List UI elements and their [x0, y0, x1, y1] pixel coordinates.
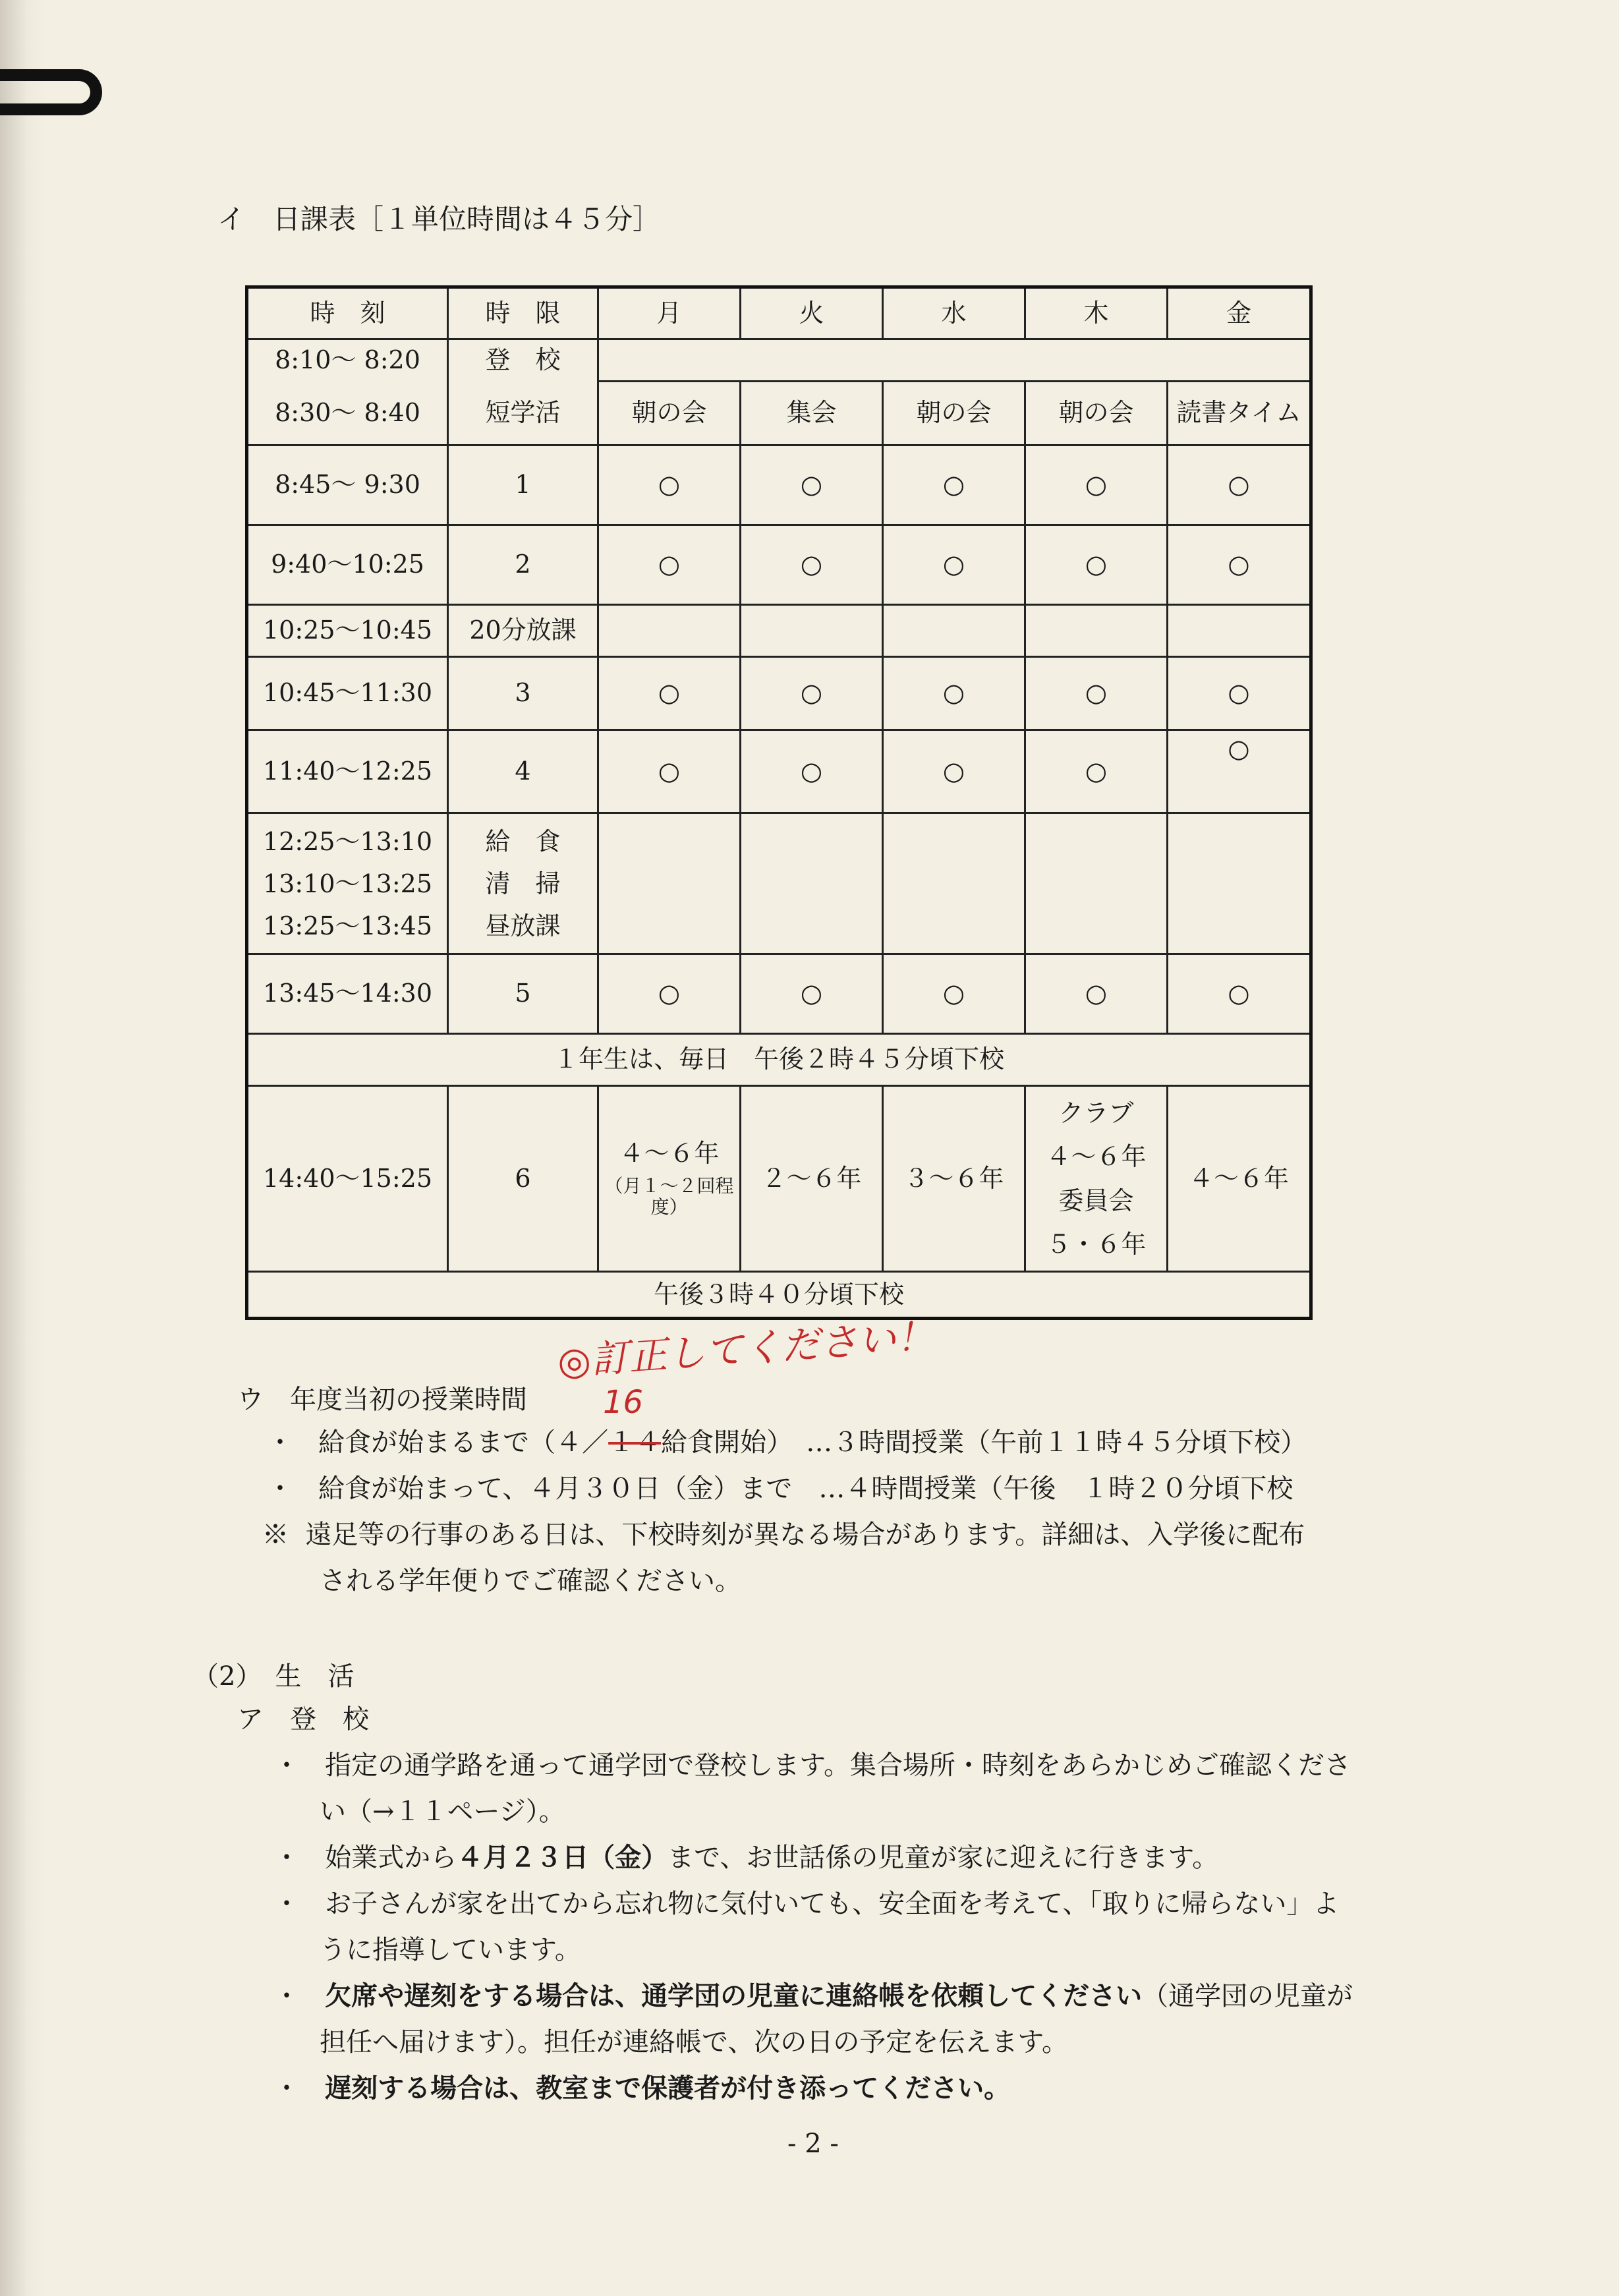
- blank-cell: [598, 605, 741, 657]
- blank-cell: [883, 605, 1025, 657]
- page-number: - 2 -: [787, 2129, 839, 2159]
- list-item: ・ 指定の通学路を通って通学団で登校します。集合場所・時刻をあらかじめご確認くださ: [273, 1750, 1351, 1781]
- club-grades: ４〜６年: [1046, 1142, 1147, 1172]
- blank-cell: [1025, 605, 1168, 657]
- class-mark: ○: [741, 445, 883, 525]
- mon-frequency-note: （月１〜２回程度）: [604, 1175, 734, 1219]
- list-item: ・ 始業式から４月２３日（金）まで、お世話係の児童が家に迎えに行きます。: [273, 1843, 1219, 1873]
- class-mark: ○: [1025, 525, 1168, 605]
- thu-cell: [1025, 1085, 1168, 1272]
- period-cell: 昼放課: [485, 911, 561, 940]
- class-mark: ○: [1168, 954, 1311, 1034]
- time-cell: 13:10〜13:25: [262, 869, 433, 898]
- wed-cell: ３〜６年: [883, 1085, 1025, 1272]
- table-row: [247, 954, 1311, 1034]
- table-row-lunch-cleaning: [247, 813, 1311, 954]
- item-text: （通学団の児童が: [1142, 1981, 1353, 2011]
- item-text-bold: 欠席や遅刻をする場合は、通学団の児童に連絡帳を依頼してください: [325, 1981, 1143, 2011]
- class-mark: ○: [1168, 525, 1311, 605]
- table-row: [247, 382, 1311, 445]
- mon-cell: 朝の会: [598, 382, 741, 445]
- list-item: [267, 1468, 1293, 1505]
- class-mark: ○: [883, 525, 1025, 605]
- note-text: される学年便りでご確認ください。: [320, 1566, 741, 1596]
- time-cell: 8:10〜 8:20: [247, 339, 448, 382]
- class-mark: ○: [883, 445, 1025, 525]
- bullet: ・: [267, 1474, 293, 1504]
- handwritten-correction: ◎訂正してください！: [555, 1313, 936, 1385]
- bullet: ・: [267, 1427, 293, 1458]
- item-text: 給食が始まるまで（４／: [318, 1427, 609, 1458]
- item-text-bold: 遅刻する場合は、教室まで保護者が付き添ってください。: [325, 2073, 1011, 2104]
- note-mark: ※: [262, 1520, 289, 1550]
- committee-label: 委員会: [1058, 1186, 1134, 1215]
- highlight-date: ４月２３日（金）: [457, 1843, 668, 1873]
- class-mark: ○: [741, 525, 883, 605]
- table-row-period6: [247, 1085, 1311, 1272]
- thu-cell: 朝の会: [1025, 382, 1168, 445]
- period-cell: 3: [448, 656, 598, 730]
- mon-cell: [598, 1085, 741, 1272]
- club-label: クラブ: [1058, 1098, 1134, 1128]
- class-mark: ○: [741, 730, 883, 813]
- item-text: 始業式から: [325, 1843, 457, 1873]
- period-cell: 清 掃: [485, 869, 561, 898]
- paper-edge: [0, 0, 46, 2296]
- period-cell: 給 食: [485, 826, 561, 856]
- item-text: 担任へ届けます）。担任が連絡帳で、次の日の予定を伝えます。: [320, 2027, 1068, 2057]
- committee-grades: ５・６年: [1046, 1230, 1147, 1259]
- blank-cell: [883, 813, 1025, 954]
- class-mark: ○: [883, 954, 1025, 1034]
- class-mark: ○: [1025, 730, 1168, 813]
- note: [262, 1514, 1305, 1551]
- item-text: まで、お世話係の児童が家に迎えに行きます。: [667, 1843, 1219, 1873]
- header-period: 時 限: [448, 287, 598, 339]
- list-item: [267, 1421, 1307, 1459]
- item-text: 指定の通学路を通って通学団で登校します。集合場所・時刻をあらかじめご確認くださ: [325, 1750, 1351, 1781]
- fri-cell: 読書タイム: [1168, 382, 1311, 445]
- class-mark: ○: [598, 730, 741, 813]
- class-mark: ○: [883, 730, 1025, 813]
- dismissal-note: 午後３時４０分頃下校: [247, 1272, 1311, 1319]
- fri-cell: ４〜６年: [1168, 1085, 1311, 1272]
- class-mark: ○: [598, 954, 741, 1034]
- class-mark: ○: [1168, 656, 1311, 730]
- period-cell: 6: [448, 1085, 598, 1272]
- header-fri: 金: [1168, 287, 1311, 339]
- class-mark: ○: [1025, 954, 1168, 1034]
- table-row: [247, 339, 1311, 382]
- table-row: [247, 730, 1311, 813]
- class-mark: ○: [741, 656, 883, 730]
- struck-date: １４: [608, 1427, 662, 1458]
- class-mark: ○: [1168, 730, 1311, 813]
- table-header-row: [247, 287, 1311, 339]
- class-mark: ○: [1168, 445, 1311, 525]
- blank-cell: [741, 813, 883, 954]
- table-row: [247, 605, 1311, 657]
- first-grade-note: １年生は、毎日 午後２時４５分頃下校: [247, 1034, 1311, 1086]
- tue-cell: 集会: [741, 382, 883, 445]
- period-cell: 20分放課: [448, 605, 598, 657]
- blank-cell: [598, 813, 741, 954]
- item-text: うに指導しています。: [320, 1935, 581, 1965]
- time-stack: [247, 813, 448, 954]
- time-cell: 11:40〜12:25: [247, 730, 448, 813]
- time-cell: 10:45〜11:30: [247, 656, 448, 730]
- period-cell: 4: [448, 730, 598, 813]
- list-item: ・ 遅刻する場合は、教室まで保護者が付き添ってください。: [273, 2073, 1011, 2104]
- section-a-title: ア 登 校: [237, 1704, 369, 1735]
- class-mark: ○: [1025, 656, 1168, 730]
- class-mark: ○: [598, 525, 741, 605]
- class-mark: ○: [598, 656, 741, 730]
- section-i-title: イ 日課表［１単位時間は４５分］: [217, 203, 661, 235]
- header-tue: 火: [741, 287, 883, 339]
- wed-cell: 朝の会: [883, 382, 1025, 445]
- time-cell: 9:40〜10:25: [247, 525, 448, 605]
- time-cell: 10:25〜10:45: [247, 605, 448, 657]
- header-wed: 水: [883, 287, 1025, 339]
- time-cell: 8:45〜 9:30: [247, 445, 448, 525]
- note-text: 遠足等の行事のある日は、下校時刻が異なる場合があります。詳細は、入学後に配布: [305, 1520, 1305, 1550]
- table-row: [247, 1272, 1311, 1319]
- mon-grades: ４〜６年: [619, 1138, 720, 1168]
- time-cell: 12:25〜13:10: [262, 826, 433, 856]
- period-stack: [448, 813, 598, 954]
- tue-cell: ２〜６年: [741, 1085, 883, 1272]
- class-mark: ○: [741, 954, 883, 1034]
- item-text: 給食開始） …３時間授業（午前１１時４５分頃下校）: [661, 1427, 1307, 1458]
- blank-cell: [1168, 813, 1311, 954]
- section-u-title: ウ 年度当初の授業時間: [237, 1385, 527, 1415]
- item-text: 給食が始まって、４月３０日（金）まで …４時間授業（午後 １時２０分頃下校: [318, 1474, 1293, 1504]
- table-row: [247, 525, 1311, 605]
- table-row: [247, 445, 1311, 525]
- period-cell: 1: [448, 445, 598, 525]
- binder-clip: [0, 69, 102, 115]
- period-cell: 2: [448, 525, 598, 605]
- header-thu: 木: [1025, 287, 1168, 339]
- section-2-title: （2） 生 活: [192, 1661, 355, 1692]
- blank-cell: [1025, 813, 1168, 954]
- handwritten-number: 16: [603, 1384, 644, 1421]
- list-item: ・ 欠席や遅刻をする場合は、通学団の児童に連絡帳を依頼してください（通学団の児童が: [273, 1981, 1353, 2011]
- blank-cell: [598, 339, 1311, 382]
- blank-cell: [741, 605, 883, 657]
- list-item: ・ お子さんが家を出てから忘れ物に気付いても、安全面を考えて、「取りに帰らない」よ: [273, 1889, 1340, 1919]
- table-row: [247, 656, 1311, 730]
- header-mon: 月: [598, 287, 741, 339]
- table-row: [247, 1034, 1311, 1086]
- period-cell: 登 校: [448, 339, 598, 382]
- time-cell: 13:25〜13:45: [262, 911, 433, 940]
- blank-cell: [1168, 605, 1311, 657]
- header-time: 時 刻: [247, 287, 448, 339]
- class-mark: ○: [1025, 445, 1168, 525]
- time-cell: 14:40〜15:25: [247, 1085, 448, 1272]
- schedule-table: [245, 285, 1313, 1320]
- item-text: お子さんが家を出てから忘れ物に気付いても、安全面を考えて、「取りに帰らない」よ: [325, 1889, 1340, 1919]
- time-cell: 8:30〜 8:40: [247, 382, 448, 445]
- period-cell: 5: [448, 954, 598, 1034]
- class-mark: ○: [883, 656, 1025, 730]
- time-cell: 13:45〜14:30: [247, 954, 448, 1034]
- item-text: い（→１１ページ）。: [320, 1796, 565, 1827]
- period-cell: 短学活: [448, 382, 598, 445]
- class-mark: ○: [598, 445, 741, 525]
